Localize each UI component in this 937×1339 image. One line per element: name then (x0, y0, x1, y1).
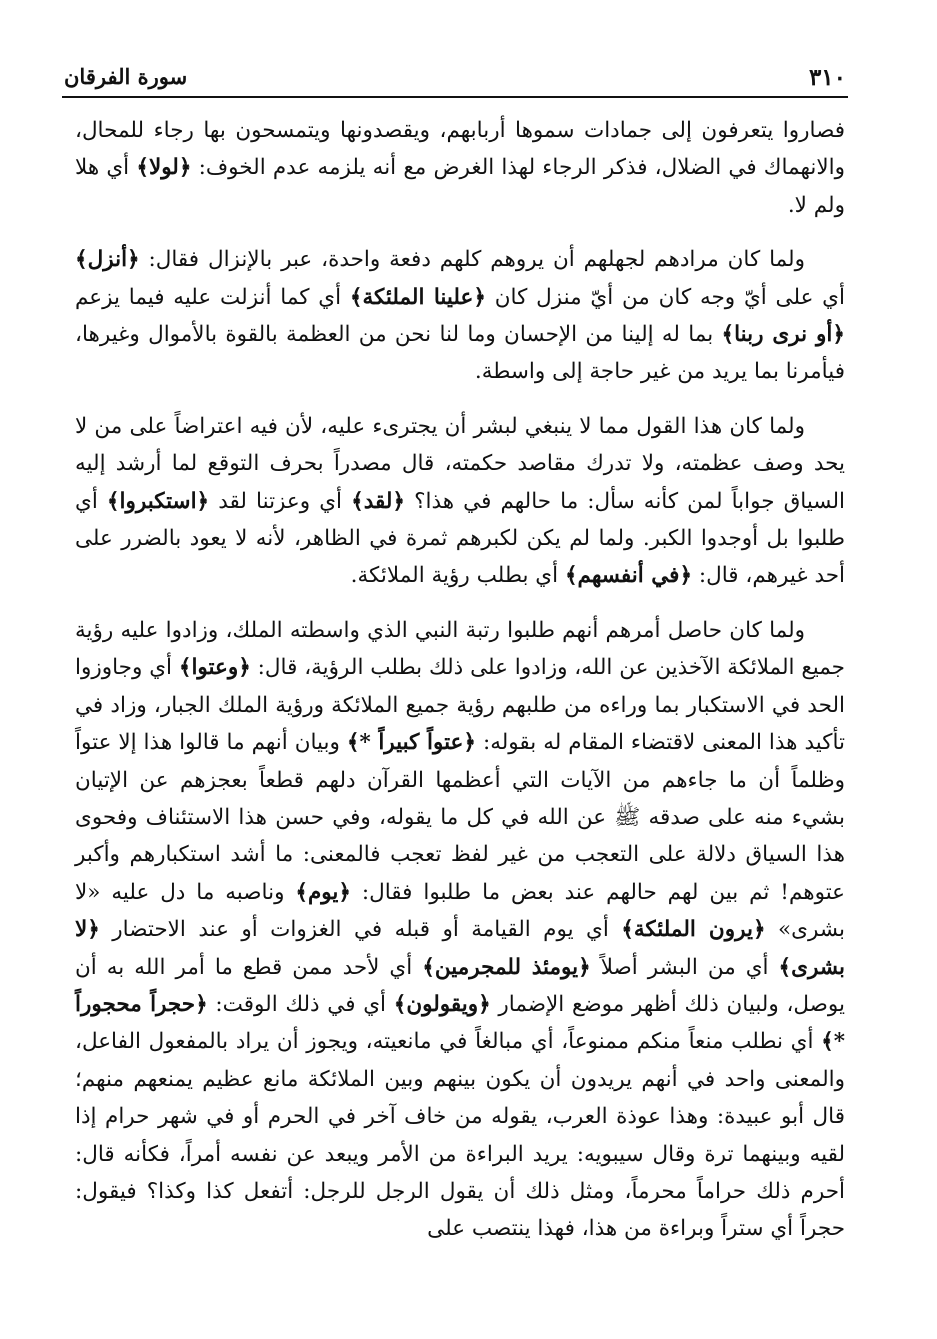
quran-quote: ﴿ويقولون﴾ (393, 991, 491, 1017)
quran-quote: ﴿يرون الملئكة﴾ (621, 917, 766, 943)
quran-quote: ﴿يومئذ للمجرمين﴾ (422, 954, 591, 980)
quran-quote: ﴿أو نرى ربنا﴾ (721, 322, 845, 348)
surah-title: سورة الفرقان (64, 64, 188, 89)
text-run: أي لأحد ممن قطع ما أمر الله به أن يوصل، ولبيان ذلك أظهر موضع الإضمار (75, 954, 846, 1017)
quran-quote: ﴿في أنفسهم﴾ (564, 563, 693, 589)
quran-quote: ﴿حجراً محجوراً *﴾ (75, 991, 845, 1055)
text-run: وناصبه ما دل عليه «لا بشرى» (75, 879, 845, 943)
text-run: أي بطلب رؤية الملائكة. (350, 563, 565, 589)
text-run: ولما كان مرادهم لجهلهم أن يروهم كلهم دفعة واحدة، عبر بالإنزال فقال: (139, 247, 805, 273)
text-run: أي نطلب منعاً منكم ممنوعاً، أي مبالغاً في مانعيته، ويجوز أن يراد بالمفعول الفاعل، والمعنى واحد في أنهم يريدون أن يكون بينهم وبين الملائكة مانع عظيم يمنعهم منهم؛ قال أبو عبيدة: وهذا عوذة العرب، يقوله من خاف آخر في الحرم أو في شهر حرام إذا لقيه وبينهما ترة وقال سيبويه: يريد البراءة من الأمر ويبعد عن نفسه أمراً، فكأنه قال: أحرم ذلك حراماً محرماً، ومثل ذلك أن يقول الرجل للرجل: أتفعل كذا وكذا؟ فيقول: حجراً أي ستراً وبراءة من هذا، فهذا ينتصب على (75, 1029, 845, 1242)
paragraph (75, 612, 845, 1248)
quran-quote: ﴿استكبروا﴾ (106, 488, 210, 514)
text-run: أي كما أنزلت عليه فيما يزعم (75, 284, 350, 310)
text-run: أي يوم القيامة أو قبله في الغزوات أو عند الاحتضار (99, 917, 622, 943)
quran-quote: ﴿عتواً كبيراً *﴾ (346, 730, 476, 756)
text-run: ولما كان هذا القول مما لا ينبغي لبشر أن يجترىء عليه، لأن فيه اعتراضاً على من لا يحد وصف عظمته، ولا تدرك مقاصد حكمته، قال مصدراً بحرف التوقع لما أرشد إليه السياق جواباً لمن كأنه سأل: ما حالهم في هذا؟ (75, 413, 846, 514)
quran-quote: ﴿أنزل﴾ (75, 247, 140, 273)
text-run: أي طلبوا بل أوجدوا الكبر. ولما لم يكن لكبرهم ثمرة في الظاهر، لأنه لا يعود بالضرر على أحد غيرهم، قال: (75, 488, 845, 589)
paragraph (75, 408, 845, 595)
text-run: بما له إلينا من الإحسان وما لنا نحن من العظمة بالقوة بالأموال وغيرها، فيأمرنا بما يريد من غير حاجة إلى واسطة. (75, 322, 845, 385)
quran-quote: ﴿لولا﴾ (136, 155, 192, 181)
quran-quote: ﴿لقد﴾ (351, 488, 406, 514)
text-run: أي على أيّ وجه كان من أيّ منزل كان (485, 284, 845, 310)
text-run: فصاروا يتعرفون إلى جمادات سموها أربابهم، ويقصدونها ويتمسحون بها رجاء للمحال، والانهماك في الضلال، فذكر الرجاء لهذا الغرض مع أنه يلزمه عدم الخوف: (75, 118, 846, 181)
quran-quote: ﴿يوم﴾ (295, 879, 351, 905)
text-run: وبيان أنهم ما قالوا هذا إلا عتواً وظلماً أن ما جاءهم من الآيات التي أعظمها القرآن دلهم قطعاً بعجزهم عن الإتيان بشيء منه على صدقه ﷺ عن الله في كل ما يقوله، وفي حسن هذا الاستئناف وفحوى هذا السياق دلالة على التعجب من غير لفظ تعجب فالمعنى: ما أشد استكبارهم وأكبر عتوهم! ثم بين لهم حالهم عند بعض ما طلبوا فقال: (75, 730, 846, 905)
paragraph (75, 241, 845, 391)
page-header (62, 58, 848, 98)
text-run: أي وعزتنا لقد (209, 488, 352, 514)
text-run: أي وجاوزوا الحد في الاستكبار بما وراءه من طلبهم رؤية جميع الملائكة ورؤية الملك الجبار، وزاد في تأكيد هذا المعنى لاقتضاء المقام له بقوله: (75, 655, 846, 756)
text-run: أي هلا ولم لا. (75, 155, 845, 218)
text-run: ولما كان حاصل أمرهم أنهم طلبوا رتبة النبي الذي واسطته الملك، وزادوا عليه رؤية جميع الملائكة الآخذين عن الله، وزادوا على ذلك بطلب الرؤية، قال: (75, 617, 845, 681)
quran-quote: ﴿وعتوا﴾ (178, 655, 251, 681)
body-text (75, 112, 845, 1265)
text-run: أي في ذلك الوقت: (207, 991, 394, 1017)
quran-quote: ﴿علينا الملئكة﴾ (349, 284, 486, 310)
text-run: أي من البشر أصلاً (590, 954, 779, 980)
paragraph (75, 112, 845, 224)
quran-quote: ﴿لا بشرى﴾ (75, 917, 845, 980)
page-number: ٣١٠ (808, 64, 846, 91)
